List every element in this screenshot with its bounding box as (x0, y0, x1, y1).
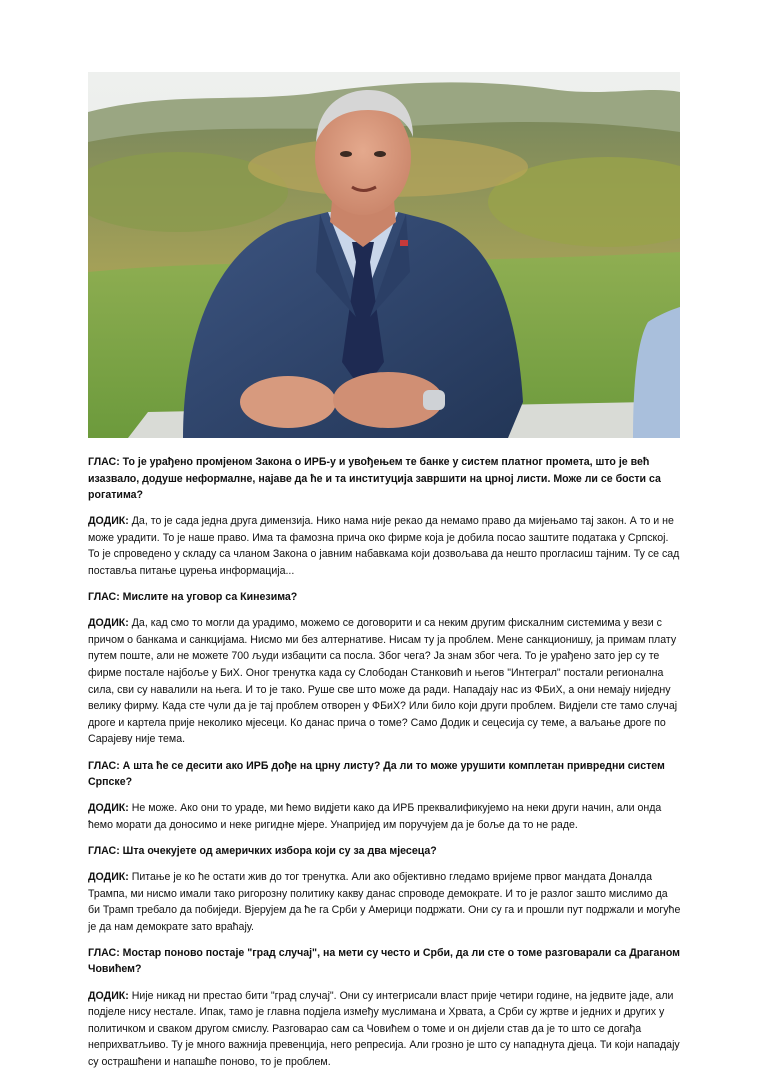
answer-speaker: ДОДИК: (88, 515, 129, 528)
answer-3 (88, 800, 682, 833)
answer-5 (88, 988, 682, 1071)
answer-speaker: ДОДИК: (88, 989, 129, 1002)
article-photo (88, 72, 680, 438)
answer-text: Питање је ко ће остати жив до тог тренутка. Али ако објективно гледамо вријеме првог мандата Доналда Трампа, ми нисмо имали тако ригорозну политику какву данас спроводе демократе. И то је разлог зашто мислимо да би Трамп требало да побиједи. Вјерујем да ће га Срби у Америци подржати. Они су га и прошли пут подржали и могуће је да нам демократе зато враћају. (88, 870, 681, 933)
answer-speaker: ДОДИК: (88, 802, 129, 815)
answer-text: Не може. Ако они то ураде, ми ћемо видјети како да ИРБ преквалификујемо на неки други начин, али онда ћемо морати да доносимо и неке ригидне мјере. Унапријед им поручујем да је боље да то не раде. (88, 802, 662, 831)
portrait-photo-icon (88, 72, 680, 438)
answer-2 (88, 615, 682, 748)
question-3: ГЛАС: А шта ће се десити ако ИРБ дође на црну листу? Да ли то може урушити комплетан привредни систем Српске? (88, 759, 665, 789)
answer-1 (88, 513, 682, 579)
question-1: ГЛАС: То је урађено промјеном Закона о ИРБ-у и увођењем те банке у систем платног промета, што је већ изазвало, додуше неформалне, најаве да ће и та институција завршити на црној листи. Може ли се бости са рогатима? (88, 456, 661, 502)
answer-text: Није никад ни престао бити "град случај". Они су интегрисали власт прије четири године, на једвите јаде, али подјеле нису нестале. Ипак, тамо је главна подјела између муслимана и Хрвата, а Срби су жртве и једних и других у политичком и сваком другом смислу. Разговарао сам са Човићем о томе и он дијели став да је то што се догађа неприхватљиво. Ту је много важнија превенција, него репресија. Али грозно је што су нападнута дјеца. Ти који нападају су острашћени и напашће поново, то је проблем. (88, 989, 680, 1068)
answer-speaker: ДОДИК: (88, 617, 129, 630)
question-4: ГЛАС: Шта очекујете од америчких избора који су за два мјесеца? (88, 844, 437, 857)
answer-text: Да, то је сада једна друга димензија. Нико нама није рекао да немамо право да мијењамо тај закон. А то и не може урадити. То је наше право. Има та фамозна прича око фирме која је добила посао заштите података у Српској. То је спроведено у складу са чланом Закона о јавним набавкама који дозвољава да нешто прогласиш тајним. Ту се сад поставља питање цурења информација... (88, 515, 680, 578)
interview-article (88, 454, 682, 1080)
question-2: ГЛАС: Мислите на уговор са Кинезима? (88, 591, 298, 604)
answer-4 (88, 869, 682, 935)
question-5: ГЛАС: Мостар поново постаје "град случај", на мети су често и Срби, да ли сте о томе разговарали са Драганом Човићем? (88, 946, 681, 976)
answer-text: Да, кад смо то могли да урадимо, можемо се договорити и са неким другим фискалним системима у вези с причом о банкама и санкцијама. Нисмо ми без алтернативе. Нисам ту ја проблем. Мене санкционишу, ја примам плату путем поште, али не можете 700 људи избацити са посла. Због чега? Ја знам због чега. То је урађено зато јер су те фирме постале најбоље у БиХ. Оног тренутка када су Слободан Станковић и његов "Интеграл" постали регионална сила, сви су навалили на њега. И то је тако. Руше све што може да ради. Нападају нас из ФБиХ, а они немају ниједну велику фирму. Када сте чули да је тај проблем отворен у ФБиХ? Или било који други проблем. Видјели сте тамо случај дроге и картела прије неколико мјесеци. Ко данас прича о томе? Само Додик и сецесија су теме, а ваљање дроге по Сарајеву није тема. (88, 617, 678, 746)
answer-speaker: ДОДИК: (88, 870, 129, 883)
